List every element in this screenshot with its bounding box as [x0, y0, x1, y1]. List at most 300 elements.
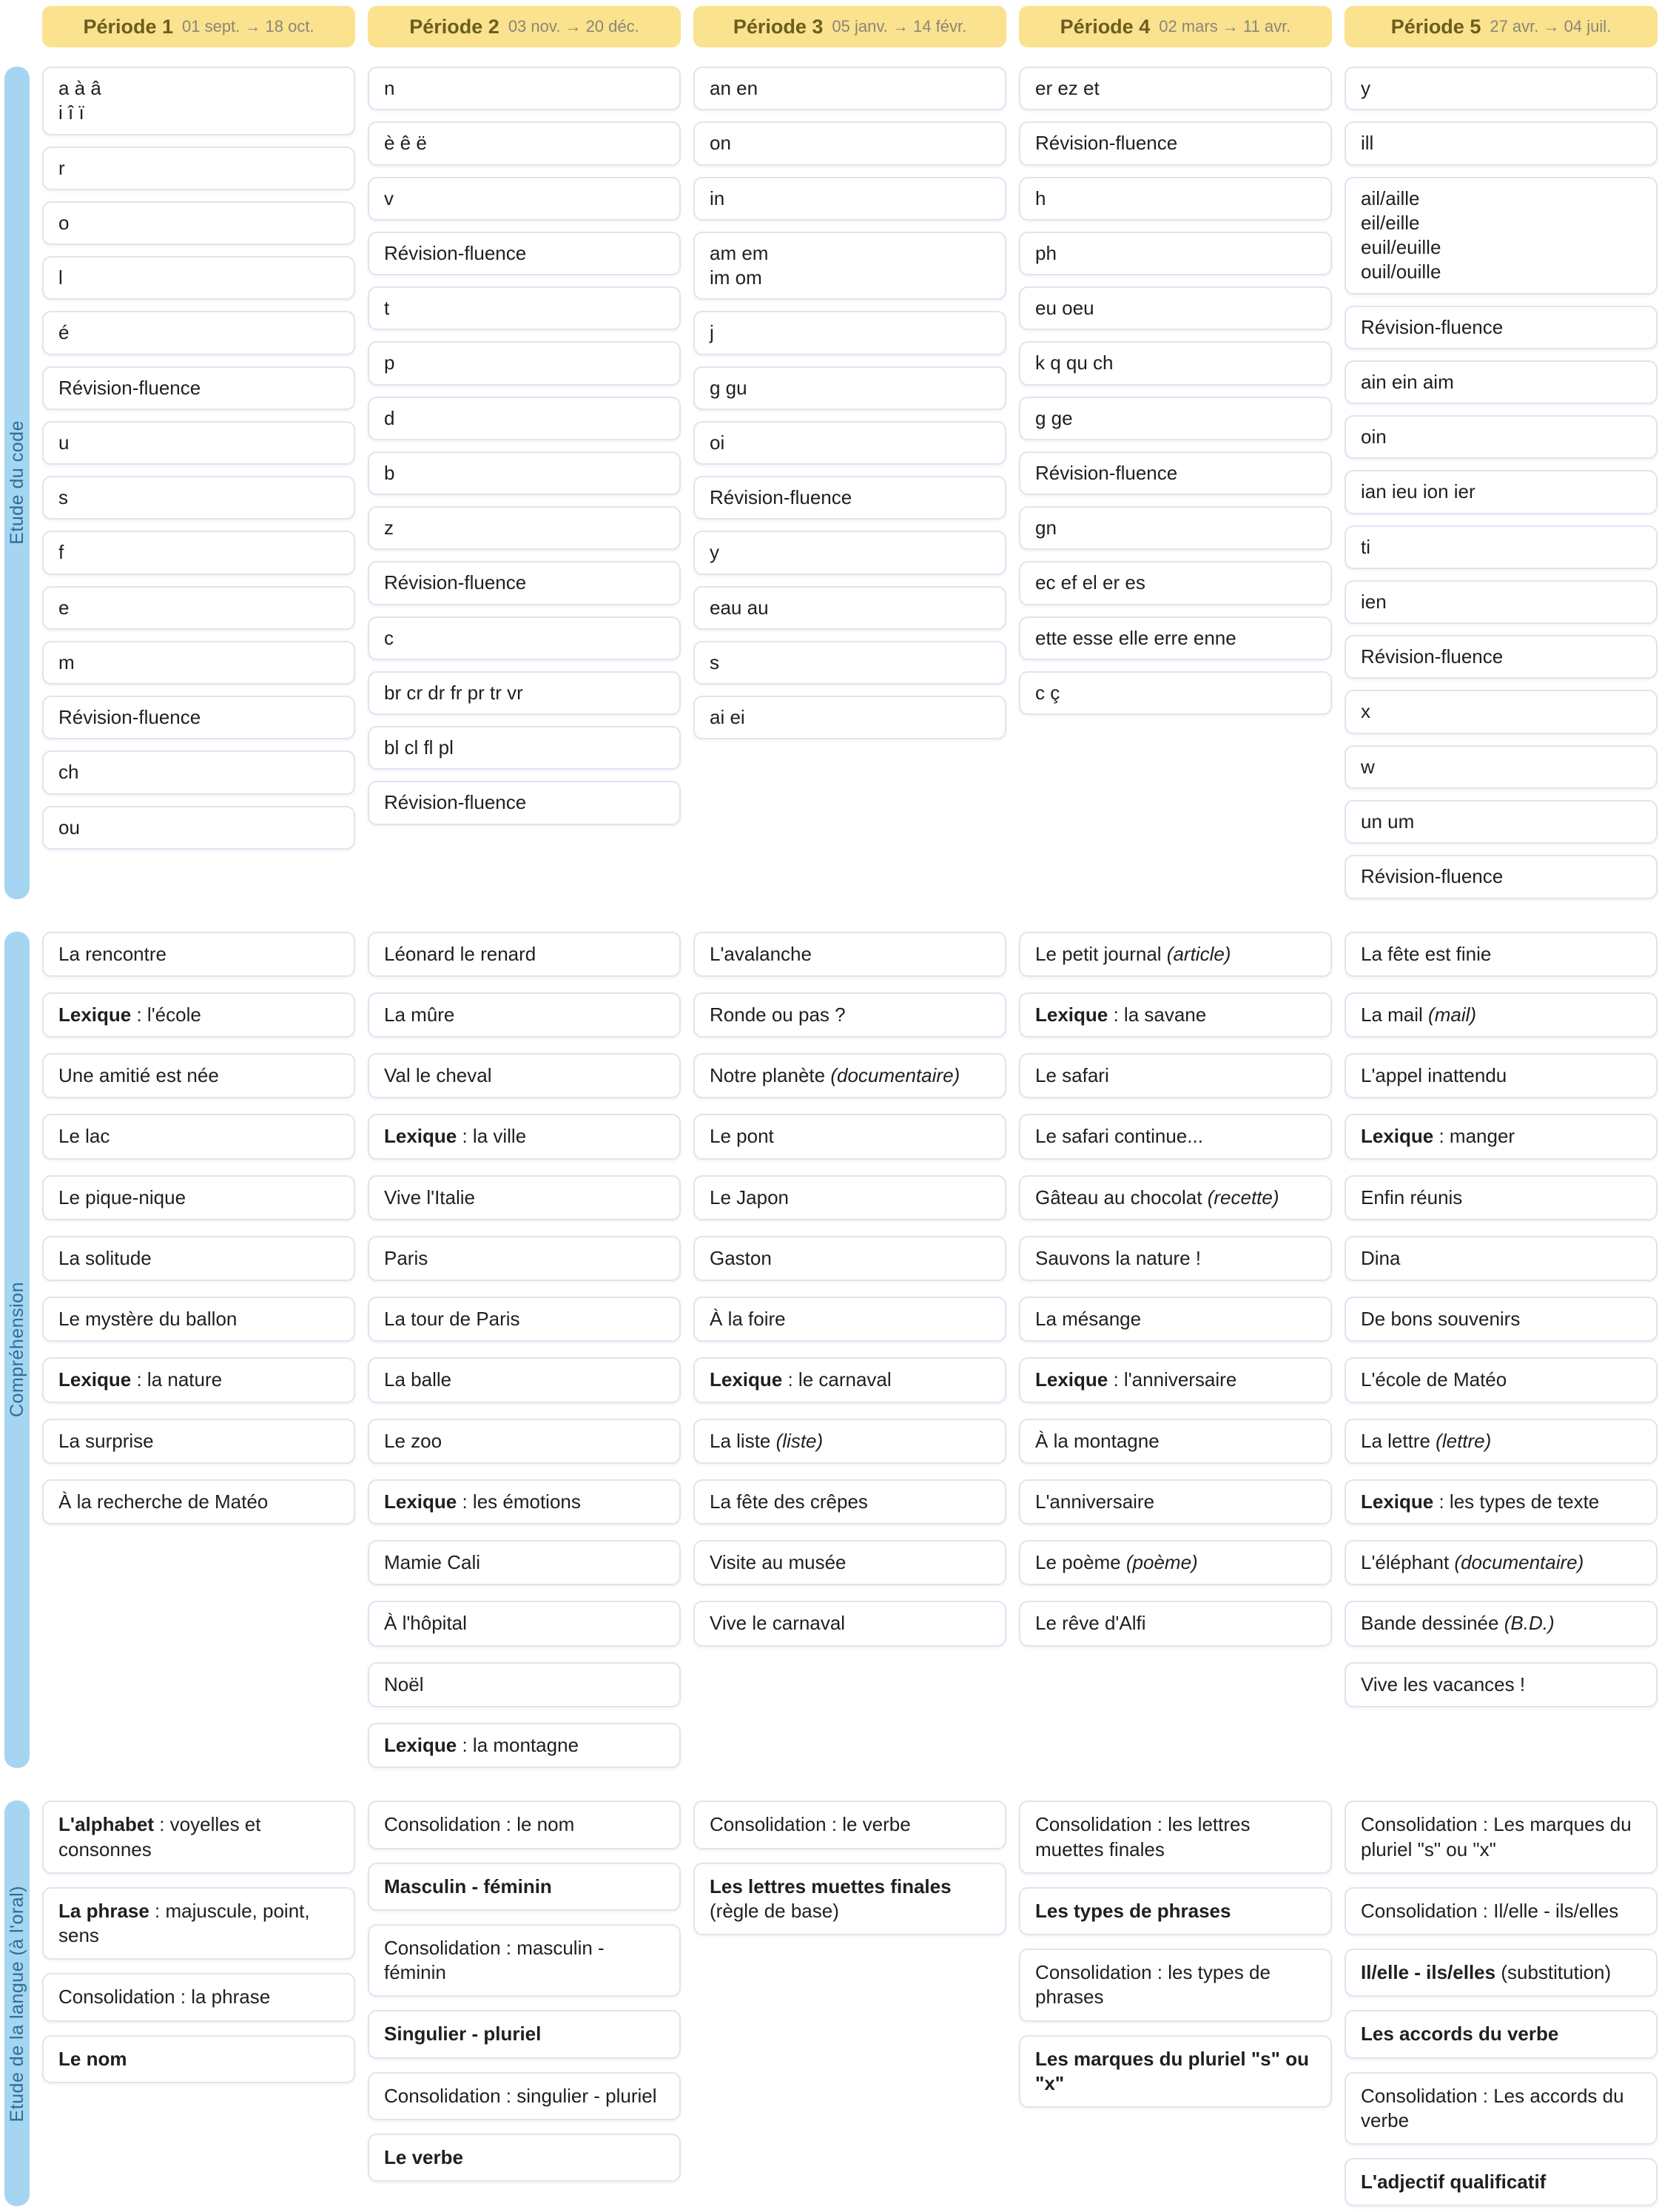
lesson-card-label: d	[384, 406, 395, 429]
lesson-card[interactable]	[1345, 415, 1658, 459]
lesson-card[interactable]	[1019, 1419, 1332, 1464]
lesson-card-label: Lexique : la savane	[1035, 1003, 1207, 1026]
lesson-card[interactable]	[1019, 1114, 1332, 1159]
lesson-card[interactable]	[1345, 1887, 1658, 1935]
lesson-card-label: br cr dr fr pr tr vr	[384, 681, 523, 704]
lesson-card-label: c	[384, 626, 394, 649]
period-title: Période 5	[1390, 15, 1481, 38]
lesson-card[interactable]	[42, 932, 355, 977]
lesson-card-label: Sauvons la nature !	[1035, 1246, 1202, 1269]
lesson-card-label: p	[384, 352, 395, 374]
lesson-card[interactable]	[1345, 800, 1658, 844]
section-row-1	[0, 67, 1659, 899]
lesson-card[interactable]	[1019, 121, 1332, 165]
lesson-card-label: h	[1035, 186, 1046, 209]
lesson-card[interactable]	[1019, 1601, 1332, 1646]
lesson-card-label: Consolidation : les types de phrases	[1035, 1961, 1271, 2008]
lesson-card-label: La solitude	[58, 1246, 152, 1269]
lesson-card-label: Lexique : les types de texte	[1361, 1490, 1600, 1513]
section-label-bar	[4, 932, 30, 1769]
lesson-card[interactable]	[693, 177, 1006, 221]
lesson-card[interactable]	[42, 201, 355, 245]
lesson-card[interactable]	[693, 1479, 1006, 1524]
lesson-card-label: ec ef el er es	[1035, 571, 1145, 594]
lesson-card-label: Révision-fluence	[384, 571, 527, 594]
lesson-card[interactable]	[42, 147, 355, 190]
lesson-card[interactable]	[1345, 1479, 1658, 1524]
lesson-card[interactable]	[1019, 1175, 1332, 1220]
lesson-card-label: Gaston	[710, 1246, 772, 1269]
lesson-card-label: Masculin - féminin	[384, 1875, 552, 1897]
period-title: Période 2	[409, 15, 499, 38]
lesson-card-label: Le nom	[58, 2047, 127, 2070]
lesson-card[interactable]	[1345, 1236, 1658, 1281]
lesson-card-label: è ê ë	[384, 132, 427, 155]
lesson-card[interactable]	[1019, 1236, 1332, 1281]
lesson-card[interactable]	[1019, 671, 1332, 715]
lesson-card-label: y	[1361, 77, 1370, 99]
lesson-card[interactable]	[1345, 745, 1658, 789]
lesson-card[interactable]	[693, 421, 1006, 465]
lesson-card[interactable]	[368, 506, 681, 550]
period-header-4	[1019, 6, 1332, 47]
period-dates: 27 avr. → 04 juil.	[1490, 17, 1612, 36]
lesson-card[interactable]	[693, 366, 1006, 410]
period-4-column	[1019, 67, 1332, 899]
period-3-column	[693, 67, 1006, 899]
lesson-card-label: o	[58, 211, 70, 234]
header-spacer	[0, 6, 30, 47]
lesson-card-label: L'adjectif qualificatif	[1361, 2171, 1547, 2193]
lesson-card[interactable]	[368, 67, 681, 110]
lesson-card-label: Consolidation : le verbe	[710, 1813, 911, 1836]
lesson-card[interactable]	[1345, 1801, 1658, 1874]
lesson-card-label: À la foire	[710, 1308, 786, 1331]
lesson-card[interactable]	[693, 531, 1006, 574]
lesson-card-label: Val le cheval	[384, 1064, 492, 1087]
period-header-1	[42, 6, 355, 47]
lesson-card-label: Révision-fluence	[1361, 865, 1504, 888]
lesson-card[interactable]	[368, 1053, 681, 1098]
lesson-card[interactable]	[368, 286, 681, 330]
lesson-card[interactable]	[1019, 177, 1332, 221]
lesson-card-label: ill	[1361, 132, 1374, 155]
lesson-card-label: ti	[1361, 535, 1370, 558]
lesson-card-label: La rencontre	[58, 942, 166, 965]
lesson-card-label: Lexique : manger	[1361, 1125, 1515, 1148]
lesson-card[interactable]	[42, 531, 355, 574]
lesson-card[interactable]	[368, 341, 681, 385]
lesson-card-label: Révision-fluence	[1035, 461, 1178, 484]
lesson-card[interactable]	[693, 1801, 1006, 1849]
period-3-column	[693, 932, 1006, 1769]
lesson-card-label: eau au	[710, 596, 769, 619]
lesson-card-label: n	[384, 77, 395, 99]
lesson-card-label: é	[58, 321, 70, 344]
lesson-card[interactable]	[1345, 932, 1658, 977]
section-label-bar	[4, 1801, 30, 2206]
lesson-card-label: L'éléphant (documentaire)	[1361, 1551, 1584, 1574]
lesson-card-label: La surprise	[58, 1429, 154, 1452]
lesson-card[interactable]	[1345, 1114, 1658, 1159]
lesson-card[interactable]	[42, 992, 355, 1038]
lesson-card[interactable]	[1019, 1297, 1332, 1342]
lesson-card-label: Enfin réunis	[1361, 1186, 1463, 1208]
lesson-card[interactable]	[693, 1114, 1006, 1159]
lesson-card-label: Révision-fluence	[58, 706, 201, 729]
lesson-card-label: g gu	[710, 376, 747, 399]
lesson-card[interactable]	[1019, 992, 1332, 1038]
lesson-card[interactable]	[368, 1601, 681, 1646]
period-4-column	[1019, 932, 1332, 1769]
lesson-card[interactable]	[1345, 2158, 1658, 2206]
lesson-card-label: La liste (liste)	[710, 1429, 824, 1452]
lesson-card[interactable]	[1345, 992, 1658, 1038]
lesson-card[interactable]	[1019, 1540, 1332, 1585]
lesson-card[interactable]	[368, 1175, 681, 1220]
lesson-card-label: Vive l'Italie	[384, 1186, 475, 1208]
lesson-card-label: ian ieu ion ier	[1361, 480, 1475, 503]
lesson-card[interactable]	[1345, 67, 1658, 110]
period-dates: 05 janv. → 14 févr.	[832, 17, 967, 36]
lesson-card[interactable]	[42, 476, 355, 520]
lesson-card-label: Le lac	[58, 1125, 110, 1148]
lesson-card[interactable]	[368, 616, 681, 660]
lesson-card[interactable]	[368, 451, 681, 495]
lesson-card-label: Les types de phrases	[1035, 1899, 1231, 1922]
lesson-card[interactable]	[1019, 616, 1332, 660]
lesson-card[interactable]	[42, 421, 355, 465]
lesson-card-label: Visite au musée	[710, 1551, 847, 1574]
lesson-card[interactable]	[368, 232, 681, 275]
lesson-card[interactable]	[1019, 2035, 1332, 2108]
lesson-card[interactable]	[693, 1601, 1006, 1646]
lesson-card-label: ain ein aim	[1361, 370, 1454, 393]
lesson-card[interactable]	[1345, 306, 1658, 349]
section-label: Compréhension	[6, 1282, 27, 1418]
lesson-card-label: La mail (mail)	[1361, 1003, 1477, 1026]
lesson-card-label: s	[710, 651, 719, 673]
lesson-card[interactable]	[368, 121, 681, 165]
lesson-card[interactable]	[1345, 1053, 1658, 1098]
lesson-card-label: ai ei	[710, 706, 745, 729]
lesson-card-label: Lexique : la ville	[384, 1125, 527, 1148]
lesson-card[interactable]	[42, 1479, 355, 1524]
lesson-card-label: Le rêve d'Alfi	[1035, 1612, 1146, 1635]
lesson-card[interactable]	[42, 1236, 355, 1281]
lesson-card[interactable]	[42, 1297, 355, 1342]
lesson-card[interactable]	[693, 1863, 1006, 1936]
lesson-card[interactable]	[42, 67, 355, 135]
lesson-card-label: Consolidation : Les marques du pluriel "s" ou "x"	[1361, 1813, 1632, 1860]
lesson-card-label: k q qu ch	[1035, 352, 1114, 374]
lesson-card[interactable]	[1345, 2010, 1658, 2058]
lesson-card-label: oi	[710, 431, 725, 454]
lesson-card[interactable]	[1345, 525, 1658, 569]
lesson-card[interactable]	[368, 781, 681, 824]
lesson-card-label: À la recherche de Matéo	[58, 1490, 269, 1513]
lesson-card[interactable]	[368, 177, 681, 221]
lesson-card-label: L'anniversaire	[1035, 1490, 1155, 1513]
lesson-card-label: am em im om	[710, 241, 769, 289]
lesson-card[interactable]	[42, 1175, 355, 1220]
period-header-row	[0, 6, 1659, 47]
lesson-card[interactable]	[42, 366, 355, 410]
lesson-card[interactable]	[42, 1053, 355, 1098]
lesson-card[interactable]	[1345, 2072, 1658, 2145]
lesson-card-label: m	[58, 651, 75, 673]
lesson-card-label: g ge	[1035, 406, 1073, 429]
lesson-card-label: La fête est finie	[1361, 942, 1492, 965]
lesson-card[interactable]	[1345, 1601, 1658, 1646]
lesson-card[interactable]	[42, 696, 355, 739]
lesson-card-label: Une amitié est née	[58, 1064, 219, 1087]
lesson-card-label: ien	[1361, 590, 1387, 613]
period-dates: 03 nov. → 20 déc.	[508, 17, 639, 36]
lesson-card[interactable]	[1019, 1949, 1332, 2022]
lesson-card[interactable]	[1345, 177, 1658, 295]
lesson-card-label: Le mystère du ballon	[58, 1308, 238, 1331]
lesson-card[interactable]	[368, 932, 681, 977]
lesson-card-label: z	[384, 517, 394, 539]
period-4-column	[1019, 1801, 1332, 2206]
lesson-card[interactable]	[693, 232, 1006, 300]
lesson-card-label: Lexique : le carnaval	[710, 1368, 892, 1391]
lesson-card[interactable]	[1345, 690, 1658, 733]
lesson-card-label: Lexique : la montagne	[384, 1733, 579, 1756]
lesson-card[interactable]	[693, 992, 1006, 1038]
period-2-column	[368, 932, 681, 1769]
lesson-card[interactable]	[42, 1801, 355, 1874]
lesson-card[interactable]	[693, 932, 1006, 977]
lesson-card-label: L'école de Matéo	[1361, 1368, 1507, 1391]
lesson-card[interactable]	[368, 397, 681, 440]
lesson-card-label: er ez et	[1035, 77, 1100, 99]
lesson-card[interactable]	[1019, 341, 1332, 385]
lesson-card-label: Révision-fluence	[384, 791, 527, 814]
lesson-card[interactable]	[1345, 470, 1658, 514]
lesson-card[interactable]	[368, 1357, 681, 1402]
lesson-card-label: ph	[1035, 241, 1057, 264]
period-dates: 02 mars → 11 avr.	[1159, 17, 1291, 36]
lesson-card[interactable]	[42, 750, 355, 794]
lesson-card-label: Les accords du verbe	[1361, 2023, 1559, 2045]
lesson-card[interactable]	[42, 2035, 355, 2083]
lesson-card-label: Lexique : la nature	[58, 1368, 223, 1391]
lesson-card-label: Révision-fluence	[58, 376, 201, 399]
lesson-card-label: Dina	[1361, 1246, 1401, 1269]
lesson-card[interactable]	[1345, 855, 1658, 898]
lesson-card[interactable]	[693, 121, 1006, 165]
lesson-card-label: Le petit journal (article)	[1035, 942, 1231, 965]
lesson-card[interactable]	[1345, 360, 1658, 404]
sections-container	[0, 67, 1659, 2206]
lesson-card[interactable]	[368, 671, 681, 715]
period-1-column	[42, 1801, 355, 2206]
lesson-card[interactable]	[42, 1973, 355, 2021]
lesson-card[interactable]	[1345, 1419, 1658, 1464]
lesson-card[interactable]	[1019, 1357, 1332, 1402]
lesson-card-label: Gâteau au chocolat (recette)	[1035, 1186, 1279, 1208]
lesson-card[interactable]	[1345, 121, 1658, 165]
lesson-card-label: Révision-fluence	[1361, 645, 1504, 668]
lesson-card[interactable]	[1019, 451, 1332, 495]
lesson-card-label: Les lettres muettes finales (règle de base)	[710, 1875, 952, 1922]
lesson-card[interactable]	[368, 1540, 681, 1585]
lesson-card[interactable]	[368, 1924, 681, 1997]
lesson-card-label: Lexique : les émotions	[384, 1490, 581, 1513]
lesson-card-label: Les marques du pluriel "s" ou "x"	[1035, 2047, 1309, 2094]
section-label: Etude de la langue (à l'oral)	[6, 1885, 27, 2122]
period-header-5	[1345, 6, 1658, 47]
lesson-card-label: s	[58, 486, 68, 509]
lesson-card[interactable]	[1345, 1297, 1658, 1342]
lesson-card[interactable]	[368, 561, 681, 605]
lesson-card-label: b	[384, 461, 395, 484]
lesson-card[interactable]	[368, 1662, 681, 1707]
lesson-card-label: Le zoo	[384, 1429, 442, 1452]
lesson-card-label: Noël	[384, 1673, 424, 1695]
period-title: Période 4	[1060, 15, 1151, 38]
section-label-bar	[4, 67, 30, 899]
period-title: Période 1	[83, 15, 173, 38]
lesson-card[interactable]	[1019, 397, 1332, 440]
period-3-column	[693, 1801, 1006, 2206]
lesson-card-label: e	[58, 596, 70, 619]
lesson-card[interactable]	[368, 2134, 681, 2182]
lesson-card[interactable]	[1019, 561, 1332, 605]
lesson-card[interactable]	[693, 476, 1006, 520]
lesson-card[interactable]	[368, 1297, 681, 1342]
lesson-card[interactable]	[368, 1723, 681, 1768]
period-header-3	[693, 6, 1006, 47]
lesson-card-label: La mésange	[1035, 1308, 1142, 1331]
lesson-card-label: Le pique-nique	[58, 1186, 186, 1208]
lesson-card[interactable]	[1345, 635, 1658, 679]
lesson-card-label: La fête des crêpes	[710, 1490, 868, 1513]
lesson-card-label: Vive les vacances !	[1361, 1673, 1526, 1695]
lesson-card[interactable]	[693, 67, 1006, 110]
lesson-card-label: Lexique : l'école	[58, 1003, 201, 1026]
lesson-card[interactable]	[1019, 1479, 1332, 1524]
lesson-card[interactable]	[1019, 286, 1332, 330]
lesson-card[interactable]	[1019, 1053, 1332, 1098]
lesson-card-label: Il/elle - ils/elles (substitution)	[1361, 1961, 1612, 1984]
lesson-card-label: Consolidation : le nom	[384, 1813, 575, 1836]
lesson-card[interactable]	[368, 726, 681, 770]
lesson-card[interactable]	[368, 2072, 681, 2120]
period-5-column	[1345, 67, 1658, 899]
lesson-card-label: Notre planète (documentaire)	[710, 1064, 960, 1087]
lesson-card[interactable]	[693, 1175, 1006, 1220]
lesson-card-label: ette esse elle erre enne	[1035, 626, 1236, 649]
lesson-card[interactable]	[42, 1357, 355, 1402]
lesson-card[interactable]	[693, 1419, 1006, 1464]
lesson-card[interactable]	[1345, 1175, 1658, 1220]
lesson-card-label: Lexique : l'anniversaire	[1035, 1368, 1237, 1391]
lesson-card[interactable]	[1345, 580, 1658, 624]
lesson-card[interactable]	[1345, 1662, 1658, 1707]
lesson-card[interactable]	[42, 586, 355, 630]
lesson-card[interactable]	[368, 1236, 681, 1281]
lesson-card-label: on	[710, 132, 731, 155]
lesson-card[interactable]	[1019, 1801, 1332, 1874]
lesson-card-label: Consolidation : Il/elle - ils/elles	[1361, 1899, 1619, 1922]
lesson-card[interactable]	[693, 586, 1006, 630]
lesson-card-label: Singulier - pluriel	[384, 2023, 542, 2045]
lesson-card[interactable]	[1019, 67, 1332, 110]
lesson-card[interactable]	[693, 1053, 1006, 1098]
lesson-card-label: t	[384, 297, 390, 320]
lesson-card[interactable]	[368, 1114, 681, 1159]
lesson-card[interactable]	[368, 1479, 681, 1524]
lesson-card-label: u	[58, 431, 70, 454]
lesson-card-label: ch	[58, 761, 79, 784]
period-2-column	[368, 1801, 681, 2206]
lesson-card[interactable]	[1345, 1949, 1658, 1997]
lesson-card[interactable]	[1019, 1887, 1332, 1935]
lesson-card-label: c ç	[1035, 681, 1060, 704]
section-row-2	[0, 932, 1659, 1769]
lesson-card[interactable]	[42, 806, 355, 850]
lesson-card-label: un um	[1361, 810, 1415, 833]
lesson-card[interactable]	[693, 1357, 1006, 1402]
lesson-card-label: oin	[1361, 426, 1387, 448]
lesson-card-label: Léonard le renard	[384, 942, 536, 965]
lesson-card-label: an en	[710, 77, 758, 99]
lesson-card[interactable]	[693, 1236, 1006, 1281]
lesson-card[interactable]	[368, 1863, 681, 1911]
lesson-card-label: y	[710, 541, 719, 564]
period-title: Période 3	[733, 15, 824, 38]
lesson-card-label: L'appel inattendu	[1361, 1064, 1507, 1087]
lesson-card-label: x	[1361, 700, 1370, 723]
lesson-card[interactable]	[693, 641, 1006, 685]
lesson-card-label: Bande dessinée (B.D.)	[1361, 1612, 1555, 1635]
lesson-card[interactable]	[1345, 1540, 1658, 1585]
lesson-card[interactable]	[1019, 506, 1332, 550]
lesson-card[interactable]	[42, 1419, 355, 1464]
lesson-card[interactable]	[42, 1887, 355, 1960]
lesson-card[interactable]	[42, 1114, 355, 1159]
lesson-card[interactable]	[693, 311, 1006, 354]
lesson-card-label: l	[58, 266, 63, 289]
lesson-card[interactable]	[42, 641, 355, 685]
lesson-card-label: Mamie Cali	[384, 1551, 481, 1574]
lesson-card[interactable]	[42, 311, 355, 354]
lesson-card-label: Révision-fluence	[1361, 315, 1504, 338]
lesson-card[interactable]	[1345, 1357, 1658, 1402]
lesson-card-label: f	[58, 541, 64, 564]
lesson-card[interactable]	[693, 1297, 1006, 1342]
lesson-card[interactable]	[693, 1540, 1006, 1585]
lesson-card-label: La phrase : majuscule, point, sens	[58, 1899, 310, 1947]
lesson-card-label: Consolidation : les lettres muettes finales	[1035, 1813, 1251, 1860]
lesson-card[interactable]	[368, 2010, 681, 2058]
lesson-card-label: ou	[58, 816, 80, 838]
lesson-card-label: bl cl fl pl	[384, 736, 454, 759]
lesson-card[interactable]	[42, 256, 355, 300]
lesson-card[interactable]	[1019, 932, 1332, 977]
lesson-card[interactable]	[368, 1419, 681, 1464]
lesson-card[interactable]	[693, 696, 1006, 739]
lesson-card-label: La tour de Paris	[384, 1308, 520, 1331]
lesson-card[interactable]	[1019, 232, 1332, 275]
period-1-column	[42, 932, 355, 1769]
lesson-card[interactable]	[368, 992, 681, 1038]
lesson-card[interactable]	[368, 1801, 681, 1849]
section-row-3	[0, 1801, 1659, 2206]
